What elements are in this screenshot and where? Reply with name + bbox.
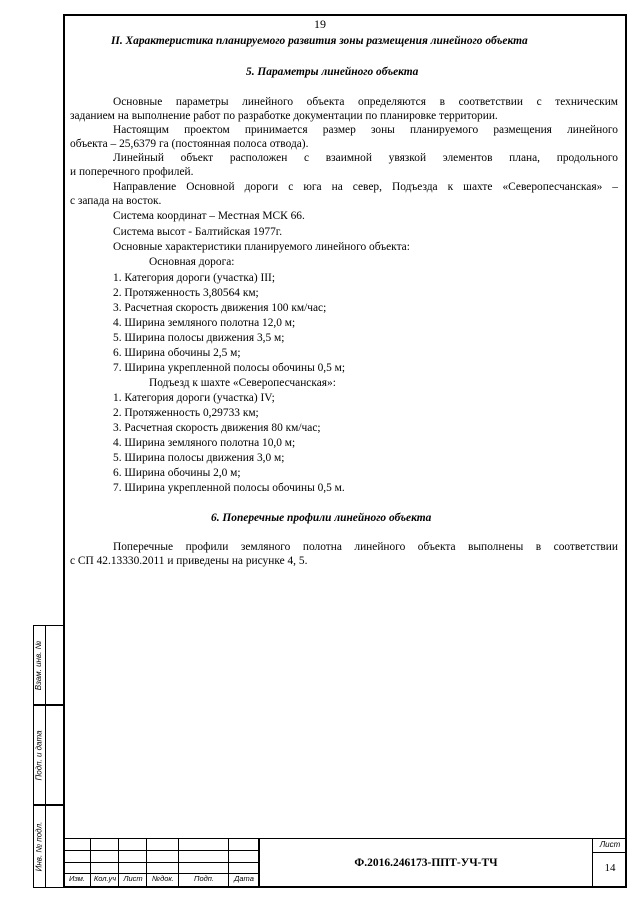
access-road-item: 4. Ширина земляного полотна 10,0 м; [113, 437, 296, 449]
main-road-item: 5. Ширина полосы движения 3,5 м; [113, 332, 285, 344]
height-system: Система высот - Балтийская 1977г. [113, 226, 283, 238]
sheet-number: 14 [604, 862, 616, 874]
header-izm: Изм. [69, 874, 85, 883]
main-road-title: Основная дорога: [149, 256, 235, 268]
sheet-box [593, 838, 627, 888]
side-stamp-vzam [33, 625, 63, 705]
main-road-item: 4. Ширина земляного полотна 12,0 м; [113, 317, 296, 329]
paragraph-3-line-1: Линейный объект расположен с взаимной увязкой элементов плана, продольного [113, 152, 618, 164]
access-road-item: 2. Протяженность 0,29733 км; [113, 407, 259, 419]
subsection-6-title: 6. Поперечные профили линейного объекта [211, 512, 432, 524]
section-title: II. Характеристика планируемого развития зоны размещения линейного объекта [111, 35, 528, 47]
side-stamp-inv-label: Инв. № подл. [34, 821, 44, 872]
profiles-paragraph-line-2: с СП 42.13330.2011 и приведены на рисунке 4, 5. [70, 555, 308, 567]
side-stamp-podp-label: Подп. и дата [34, 729, 44, 781]
paragraph-1-line-1: Основные параметры линейного объекта определяются в соответствии с техническим [113, 96, 618, 108]
subsection-5-title: 5. Параметры линейного объекта [246, 66, 419, 78]
main-road-item: 2. Протяженность 3,80564 км; [113, 287, 259, 299]
header-podp: Подп. [194, 874, 214, 883]
paragraph-1-line-2: заданием на выполнение работ по разработке документации по планировке территории. [70, 110, 498, 122]
access-road-item: 1. Категория дороги (участка) IV; [113, 392, 275, 404]
access-road-item: 6. Ширина обочины 2,0 м; [113, 467, 241, 479]
coord-system: Система координат – Местная МСК 66. [113, 210, 305, 222]
main-road-item: 6. Ширина обочины 2,5 м; [113, 347, 241, 359]
paragraph-4-line-2: с запада на восток. [70, 195, 162, 207]
document-code: Ф.2016.246173-ППТ-УЧ-ТЧ [259, 838, 593, 888]
paragraph-2-line-2: объекта – 25,6379 га (постоянная полоса отвода). [70, 138, 309, 150]
header-data: Дата [234, 874, 254, 883]
access-road-item: 5. Ширина полосы движения 3,0 м; [113, 452, 285, 464]
page-number: 19 [314, 17, 326, 31]
revision-grid [63, 838, 259, 888]
header-kol-uch: Кол.уч [93, 874, 117, 883]
paragraph-4-line-1: Направление Основной дороги с юга на север, Подъезда к шахте «Северопесчанская» – [113, 181, 618, 193]
access-road-item: 3. Расчетная скорость движения 80 км/час; [113, 422, 321, 434]
characteristics-intro: Основные характеристики планируемого линейного объекта: [113, 241, 410, 253]
profiles-paragraph-line-1: Поперечные профили земляного полотна линейного объекта выполнены в соответствии [113, 541, 618, 553]
paragraph-2-line-1: Настоящим проектом принимается размер зоны планируемого размещения линейного [113, 124, 618, 136]
main-road-item: 3. Расчетная скорость движения 100 км/час; [113, 302, 327, 314]
paragraph-3-line-2: и поперечного профилей. [70, 166, 194, 178]
title-block [63, 838, 627, 888]
header-ndok: №док. [151, 874, 175, 883]
side-stamp-vzam-label: Взам. инв. № [34, 640, 44, 690]
sheet-label: Лист [599, 840, 621, 849]
main-road-item: 1. Категория дороги (участка) III; [113, 272, 275, 284]
main-road-item: 7. Ширина укрепленной полосы обочины 0,5 м; [113, 362, 346, 374]
access-road-title: Подъезд к шахте «Северопесчанская»: [149, 377, 336, 389]
access-road-item: 7. Ширина укрепленной полосы обочины 0,5 м. [113, 482, 345, 494]
side-stamp-inv [33, 805, 63, 888]
side-stamp-podp [33, 705, 63, 805]
header-list: Лист [123, 874, 143, 883]
